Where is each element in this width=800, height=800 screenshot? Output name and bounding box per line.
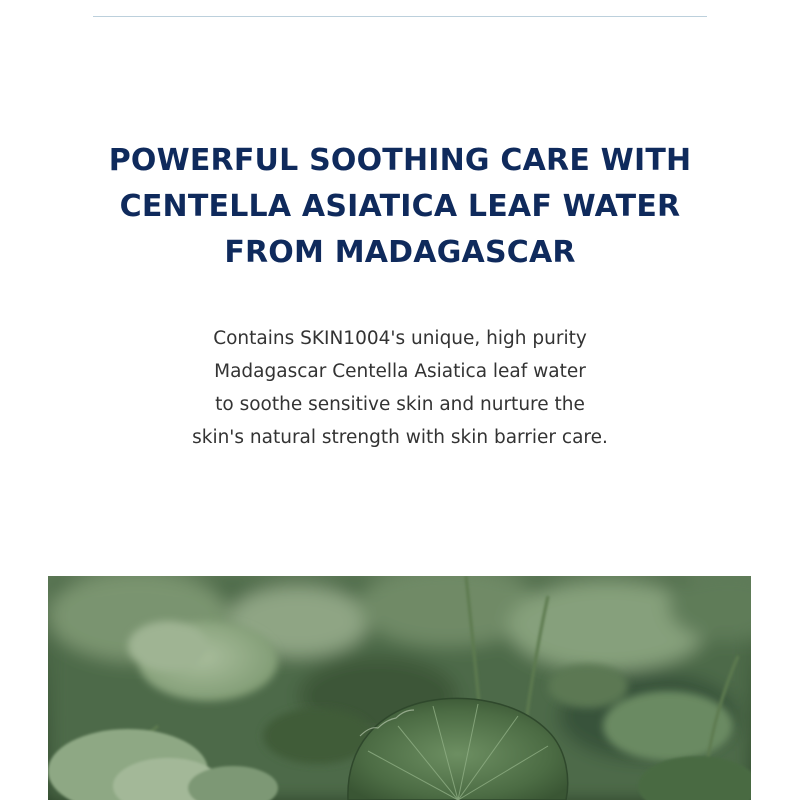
description	[0, 322, 800, 454]
description-line-4: skin's natural strength with skin barrier care.	[192, 427, 608, 448]
description-line-2: Madagascar Centella Asiatica leaf water	[214, 361, 586, 382]
headline-line-2: CENTELLA ASIATICA LEAF WATER	[119, 189, 681, 224]
centella-leaves-photo	[48, 576, 751, 800]
description-line-3: to soothe sensitive skin and nurture the	[215, 394, 585, 415]
headline-line-3: FROM MADAGASCAR	[224, 235, 576, 270]
leaves-illustration	[48, 576, 751, 800]
description-line-1: Contains SKIN1004's unique, high purity	[213, 328, 587, 349]
headline-line-1: POWERFUL SOOTHING CARE WITH	[108, 143, 692, 178]
top-divider	[93, 16, 707, 17]
headline	[0, 138, 800, 276]
